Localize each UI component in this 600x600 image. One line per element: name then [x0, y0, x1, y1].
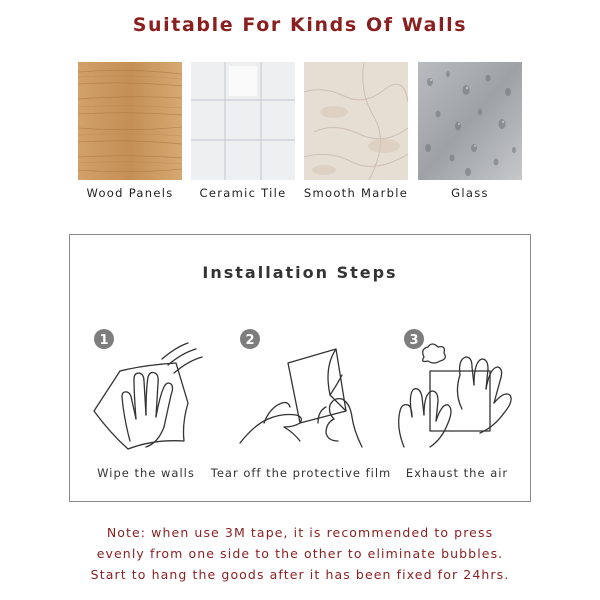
glass-texture-icon [418, 62, 522, 180]
wood-panels-label: Wood Panels [86, 186, 174, 200]
step-2-label: Tear off the protective film [210, 466, 392, 480]
hand-wiping-icon [84, 323, 216, 463]
step-1-number: 1 [99, 333, 109, 348]
step-3-label: Exhaust the air [405, 466, 509, 480]
ceramic-tile-image [191, 62, 295, 180]
page-title: Suitable For Kinds Of Walls [132, 14, 468, 36]
step-3-number: 3 [409, 333, 419, 348]
step-2-number: 2 [245, 333, 255, 348]
smooth-marble-label: Smooth Marble [303, 186, 409, 200]
tile-texture-icon [191, 62, 295, 180]
step-2-illustration [234, 323, 366, 463]
step-1-illustration [84, 323, 216, 463]
glass-image [418, 62, 522, 180]
wood-texture-icon [78, 62, 182, 180]
smooth-marble-image [304, 62, 408, 180]
note-line-2: evenly from one side to the other to eliminate bubbles. [96, 546, 504, 561]
marble-texture-icon [304, 62, 408, 180]
step-3-illustration [390, 323, 522, 463]
wood-panels-image [78, 62, 182, 180]
hands-peeling-icon [234, 323, 366, 463]
installation-steps-title: Installation Steps [202, 263, 398, 282]
installation-steps-panel [69, 234, 531, 502]
note-line-1: Note: when use 3M tape, it is recommended to press [106, 525, 494, 540]
step-1-label: Wipe the walls [97, 466, 195, 480]
glass-label: Glass [451, 186, 489, 200]
hands-pressing-icon [390, 323, 522, 463]
ceramic-tile-label: Ceramic Tile [199, 186, 287, 200]
tape-note [0, 522, 600, 585]
note-line-3: Start to hang the goods after it has been fixed for 24hrs. [90, 567, 510, 582]
